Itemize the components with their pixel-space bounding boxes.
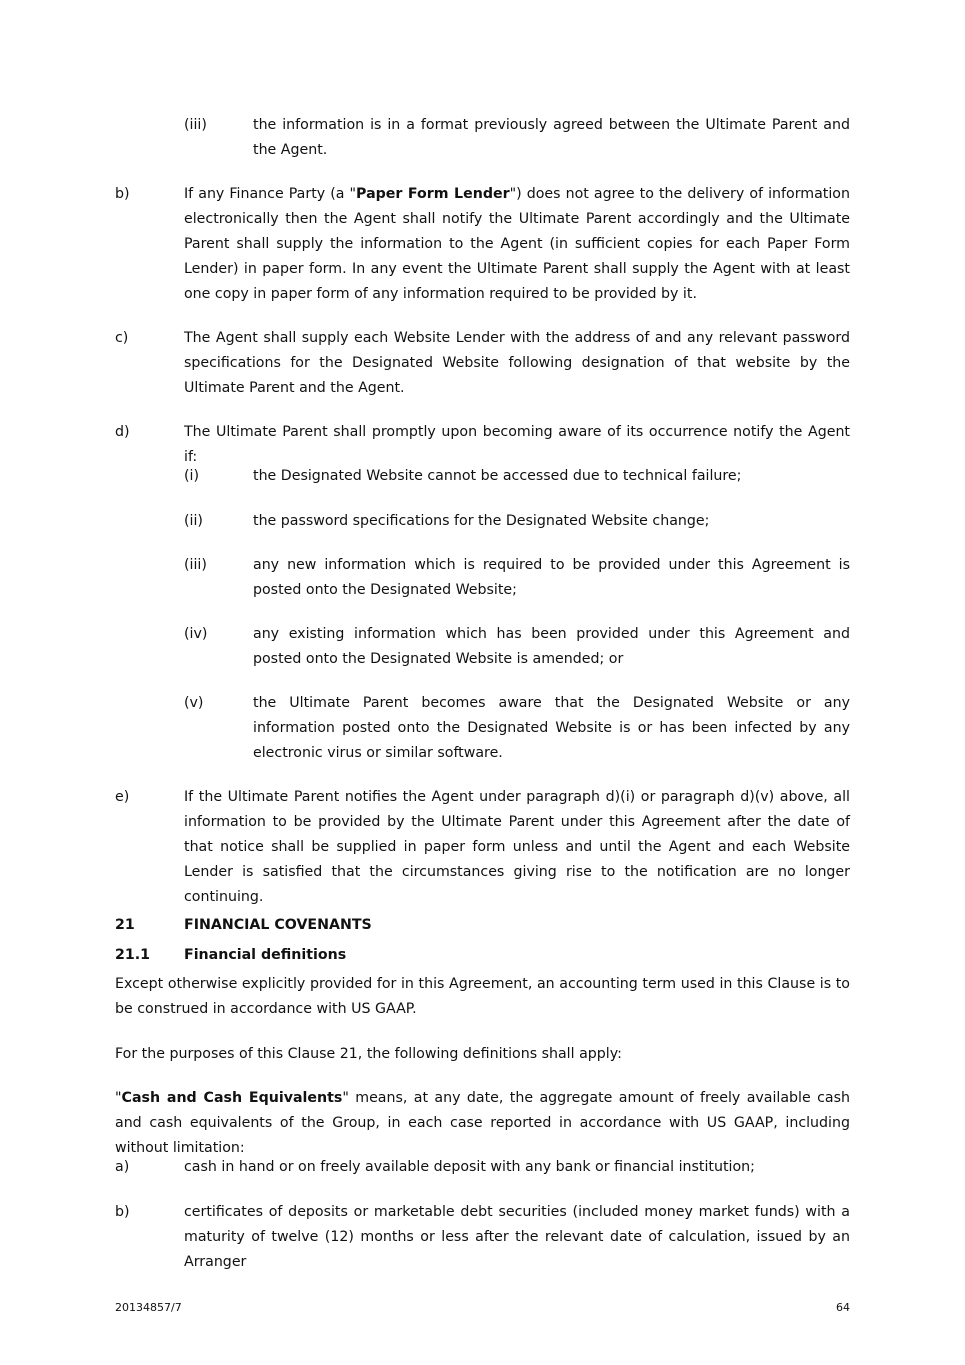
para-d-item-label: (ii) (184, 513, 203, 529)
para-d-item-label: (i) (184, 468, 200, 484)
defined-term-paper-form-lender: Paper Form Lender (356, 186, 510, 202)
para-d-item-text: the Designated Website cannot be accessed due to technical failure; (253, 468, 742, 484)
intro-paragraph-1: Except otherwise explicitly provided for in this Agreement, an accounting term used in this Clause is to be construed in accordance with US GAAP. (115, 976, 850, 1017)
list-label-iii-top: (iii) (184, 117, 207, 133)
para-d-item-text: the Ultimate Parent becomes aware that the Designated Website or any information posted onto the Designated Website is or has been infected by any electronic virus or similar software. (253, 695, 850, 761)
def-item-text: certificates of deposits or marketable debt securities (included money market funds) with a maturity of twelve (12) months or less after the relevant date of calculation, issued by an Arranger (184, 1204, 850, 1270)
para-d-item-text: any new information which is required to be provided under this Agreement is posted onto the Designated Website; (253, 557, 850, 598)
para-e-label: e) (115, 789, 130, 805)
footer-page-number: 64 (836, 1301, 850, 1314)
clause-21-1-title: Financial definitions (184, 947, 347, 963)
list-item-iii-top: the information is in a format previously agreed between the Ultimate Parent and the Agent. (253, 117, 850, 158)
clause-21-1-number: 21.1 (115, 947, 151, 963)
def-item-text: cash in hand or on freely available deposit with any bank or financial institution; (184, 1159, 755, 1175)
def-item-label: b) (115, 1204, 130, 1220)
para-d-item-text: the password specifications for the Designated Website change; (253, 513, 710, 529)
para-c-text: The Agent shall supply each Website Lender with the address of and any relevant password specifications for the Designated Website following designation of that website by the Ultimate Parent and the Agent. (184, 330, 850, 396)
para-d-text: The Ultimate Parent shall promptly upon becoming aware of its occurrence notify the Agent if: (184, 424, 850, 465)
para-b-text: If any Finance Party (a "Paper Form Lender") does not agree to the delivery of information electronically then the Agent shall notify the Ultimate Parent accordingly and the Ultimate Parent shall supply the information to the Agent (in sufficient copies for each Paper Form Lender) in paper form. In any event the Ultimate Parent shall supply the Agent with at least one copy in paper form of any information required to be provided by it. (184, 186, 850, 302)
para-d-item-label: (iv) (184, 626, 208, 642)
para-d-item-text: any existing information which has been provided under this Agreement and posted onto the Designated Website is amended; or (253, 626, 850, 667)
para-c-label: c) (115, 330, 129, 346)
para-e-text: If the Ultimate Parent notifies the Agent under paragraph d)(i) or paragraph d)(v) above, all information to be provided by the Ultimate Parent under this Agreement after the date of that notice shall be supplied in paper form unless and until the Agent and each Website Lender is satisfied that the circumstances giving rise to the notification are no longer continuing. (184, 789, 850, 905)
footer-doc-ref: 20134857/7 (115, 1301, 182, 1314)
para-d-item-label: (v) (184, 695, 204, 711)
para-d-label: d) (115, 424, 130, 440)
definition-cash-equivalents: "Cash and Cash Equivalents" means, at any date, the aggregate amount of freely available cash and cash equivalents of the Group, in each case reported in accordance with US GAAP, including without limitation: (115, 1090, 850, 1156)
clause-21-title: FINANCIAL COVENANTS (184, 917, 372, 933)
intro-paragraph-2: For the purposes of this Clause 21, the following definitions shall apply: (115, 1046, 622, 1062)
para-b-label: b) (115, 186, 130, 202)
def-item-label: a) (115, 1159, 130, 1175)
para-d-item-label: (iii) (184, 557, 207, 573)
clause-21-number: 21 (115, 917, 135, 933)
defined-term-cash: Cash and Cash Equivalents (121, 1090, 343, 1106)
